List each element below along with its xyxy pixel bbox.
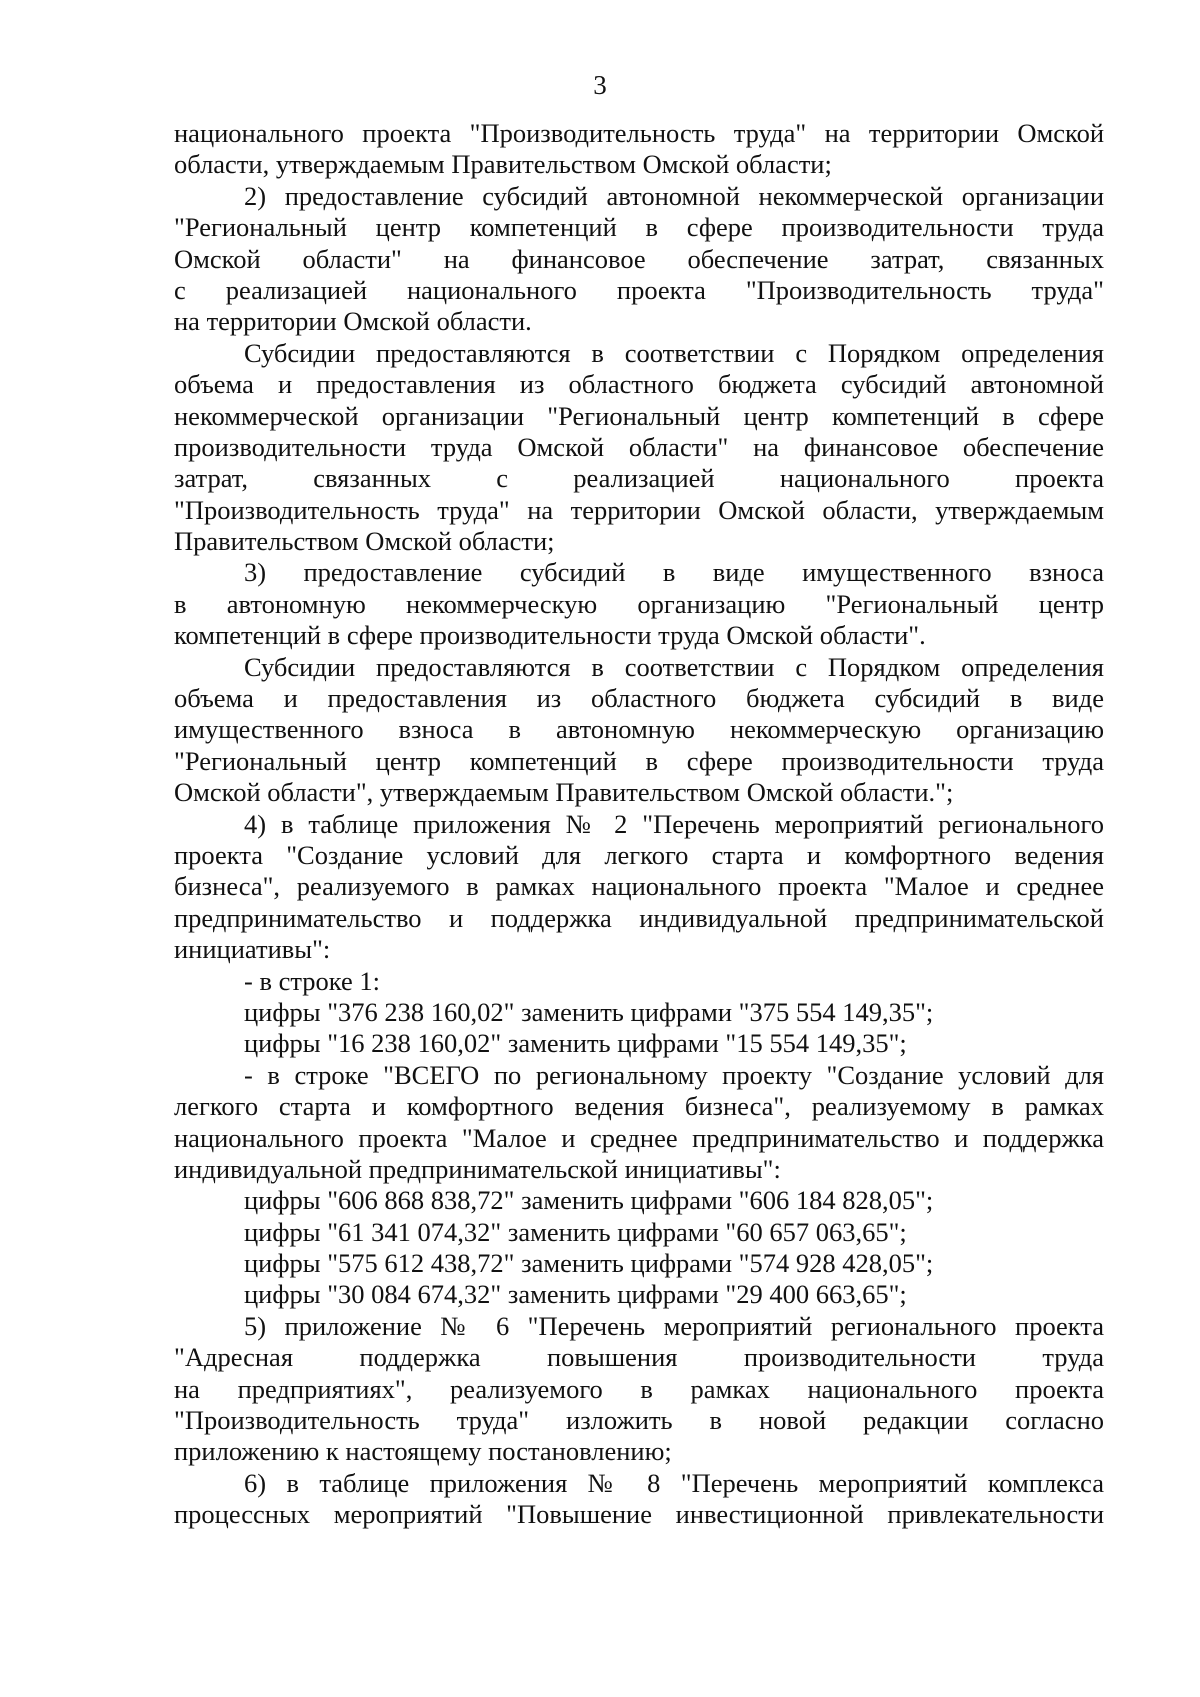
text-line: объема и предоставления из областного бюджета субсидий в виде xyxy=(174,683,1104,714)
text-line: цифры "575 612 438,72" заменить цифрами "574 928 428,05"; xyxy=(244,1248,934,1279)
text-line: области, утверждаемым Правительством Омской области; xyxy=(174,149,832,180)
text-line: на территории Омской области. xyxy=(174,306,532,337)
text-line: цифры "376 238 160,02" заменить цифрами "375 554 149,35"; xyxy=(244,996,934,1027)
text-line: инициативы": xyxy=(174,934,331,965)
text-line: 5) приложение № 6 "Перечень мероприятий регионального проекта xyxy=(244,1310,1104,1341)
text-line: "Адресная поддержка повышения производительности труда xyxy=(174,1342,1104,1373)
text-line: процессных мероприятий "Повышение инвестиционной привлекательности xyxy=(174,1499,1104,1530)
text-line: предпринимательство и поддержка индивидуальной предпринимательской xyxy=(174,902,1104,933)
text-line: Омской области", утверждаемым Правительством Омской области."; xyxy=(174,777,954,808)
text-line: затрат, связанных с реализацией национального проекта xyxy=(174,463,1104,494)
text-line: национального проекта "Малое и среднее предпринимательство и поддержка xyxy=(174,1122,1104,1153)
text-line: 3) предоставление субсидий в виде имущественного взноса xyxy=(244,557,1104,588)
text-line: Субсидии предоставляются в соответствии с Порядком определения xyxy=(244,337,1104,368)
text-line: 2) предоставление субсидий автономной некоммерческой организации xyxy=(244,180,1104,211)
text-line: производительности труда Омской области" на финансовое обеспечение xyxy=(174,431,1104,462)
text-line: имущественного взноса в автономную некоммерческую организацию xyxy=(174,714,1104,745)
text-line: цифры "16 238 160,02" заменить цифрами "15 554 149,35"; xyxy=(244,1028,907,1059)
document-body xyxy=(174,118,1104,1531)
text-line: национального проекта "Производительность труда" на территории Омской xyxy=(174,118,1104,148)
text-line: "Производительность труда" на территории Омской области, утверждаемым xyxy=(174,494,1104,525)
text-line: проекта "Создание условий для легкого старта и комфортного ведения xyxy=(174,839,1104,870)
text-line: в автономную некоммерческую организацию "Региональный центр xyxy=(174,588,1104,619)
text-line: с реализацией национального проекта "Производительность труда" xyxy=(174,274,1104,305)
text-line: приложению к настоящему постановлению; xyxy=(174,1436,672,1467)
text-line: 6) в таблице приложения № 8 "Перечень мероприятий комплекса xyxy=(244,1467,1104,1498)
text-line: Правительством Омской области; xyxy=(174,526,555,557)
text-line: компетенций в сфере производительности труда Омской области". xyxy=(174,620,926,651)
text-line: "Региональный центр компетенций в сфере производительности труда xyxy=(174,212,1104,243)
text-line: цифры "61 341 074,32" заменить цифрами "60 657 063,65"; xyxy=(244,1216,907,1247)
text-line: индивидуальной предпринимательской инициативы": xyxy=(174,1153,781,1184)
text-line: - в строке "ВСЕГО по региональному проекту "Создание условий для xyxy=(244,1059,1104,1090)
text-line: Субсидии предоставляются в соответствии с Порядком определения xyxy=(244,651,1104,682)
text-line: "Производительность труда" изложить в новой редакции согласно xyxy=(174,1405,1104,1436)
text-line: цифры "30 084 674,32" заменить цифрами "29 400 663,65"; xyxy=(244,1279,907,1310)
text-line: 4) в таблице приложения № 2 "Перечень мероприятий регионального xyxy=(244,808,1104,839)
text-line: Омской области" на финансовое обеспечение затрат, связанных xyxy=(174,243,1104,274)
text-line: бизнеса", реализуемого в рамках национального проекта "Малое и среднее xyxy=(174,871,1104,902)
text-line: некоммерческой организации "Региональный центр компетенций в сфере xyxy=(174,400,1104,431)
text-line: "Региональный центр компетенций в сфере производительности труда xyxy=(174,745,1104,776)
text-line: на предприятиях", реализуемого в рамках национального проекта xyxy=(174,1373,1104,1404)
text-line: легкого старта и комфортного ведения бизнеса", реализуемому в рамках xyxy=(174,1091,1104,1122)
text-line: - в строке 1: xyxy=(244,965,380,996)
page-number: 3 xyxy=(593,70,607,100)
text-line: объема и предоставления из областного бюджета субсидий автономной xyxy=(174,369,1104,400)
text-line: цифры "606 868 838,72" заменить цифрами "606 184 828,05"; xyxy=(244,1185,934,1216)
